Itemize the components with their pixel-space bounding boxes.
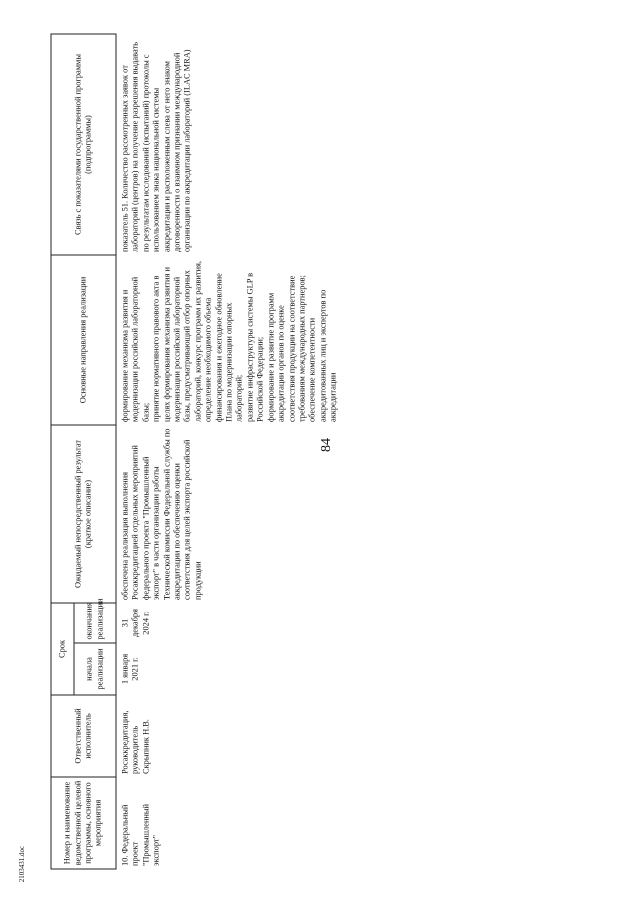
header-term-end: окончания реализации <box>74 603 116 643</box>
cell-result: обеспечена реализация выполнения Росаккредитацией отдельных мероприятий федерального проекта "Промышленный экспорт" в части организации работы Технической комиссии Федеральной службы по аккредитации по обеспечению оценки соответствия для целей экспорта российской продукции <box>120 428 202 600</box>
header-directions: Основные направления реализации <box>51 255 116 425</box>
table-row <box>116 34 340 869</box>
document-code: 2103431.doc <box>18 845 26 883</box>
program-table <box>50 34 340 870</box>
cell-start: 1 января 2021 г. <box>120 653 140 685</box>
cell-indicators: показатель 51. Количество рассмотренных заявок от лабораторий (центров) на получение разрешения выдавать по результатам исследований (испытаний) протоколы с использованием знака национальной системы аккредитации и расположенным слева от него знаком договоренности о взаимном признании международной организации по аккредитации лабораторий (ILAC MRA) <box>120 42 192 252</box>
cell-executor: Росаккредитация, руководитель Скрыпник Н.В. <box>120 710 150 774</box>
header-term: Срок <box>51 603 74 695</box>
header-indicators: Связь с показателями государственной программы (подпрограммы) <box>51 34 116 255</box>
cell-end: 31 декабря 2024 г. <box>120 609 150 637</box>
header-number-name: Номер и наименование ведомственной целевой программы, основного мероприятия <box>51 777 116 869</box>
header-executor: Ответственный исполнитель <box>51 695 116 777</box>
header-term-start: начала реализации <box>74 643 116 695</box>
cell-directions: формирование механизма развития и модернизации российской лабораторной базы; принятие нормативного правового акта в целях формирования механизма развития и модернизации российской лабораторной базы, предусматривающий отбор опорных лабораторий, конкурс программ их развития, определение необходимого объема финансирования и ежегодное обновление Плана по модернизации опорных лабораторий; развитие инфраструктуры системы GLP в Российской Федерации; формирование и развитие программ аккредитации органов по оценке соответствия продукции на соответствие требованиям международных партнеров; обеспечение компетентности аккредитованных лиц и экспертов по аккредитации <box>120 261 338 422</box>
page-number: 84 <box>319 438 334 452</box>
header-result: Ожидаемый непосредственный результат (краткое описание) <box>51 425 116 603</box>
rotated-page-content <box>50 35 590 870</box>
cell-number-name: 10. Федеральный проект "Промышленный экспорт" <box>120 803 161 866</box>
